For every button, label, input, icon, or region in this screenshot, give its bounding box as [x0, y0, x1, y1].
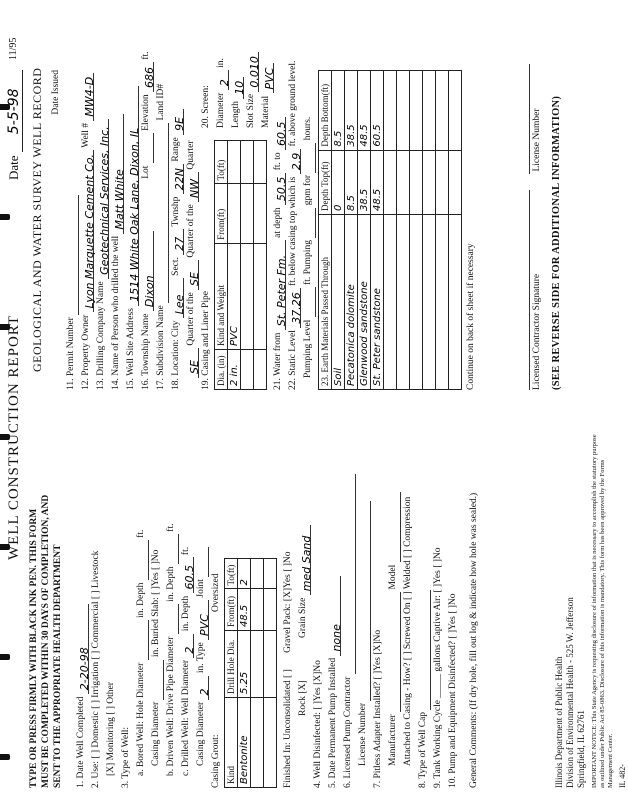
use-row-2[interactable]: [X] Monitoring [ ] Other	[106, 682, 116, 776]
section-title: GEOLOGICAL AND WATER SURVEY WELL RECORD	[30, 67, 44, 372]
table-cell[interactable]	[423, 215, 436, 390]
table-cell[interactable]	[410, 215, 423, 390]
permit-label: 11. Permit Number	[66, 317, 76, 390]
license-row	[356, 403, 371, 788]
table-cell[interactable]	[397, 150, 410, 214]
table-row	[358, 71, 371, 390]
pump-contractor-label: 6. Licensed Pump Contractor	[343, 676, 353, 788]
date-completed-field[interactable]: 2-20-98	[77, 604, 89, 694]
left-column	[28, 403, 628, 788]
water-from-row	[271, 10, 286, 390]
township-row	[139, 10, 154, 390]
pumping-gpm-field[interactable]	[304, 208, 316, 238]
screen-length-row	[229, 52, 244, 128]
screen-diameter-row	[214, 52, 229, 128]
table-cell[interactable]	[254, 243, 267, 349]
grain-size-field[interactable]: med Sand	[299, 525, 311, 595]
manufacturer-field[interactable]	[389, 592, 401, 712]
table-cell[interactable]	[436, 150, 449, 214]
table-cell[interactable]	[228, 184, 241, 243]
driller-row	[109, 10, 124, 390]
table-cell[interactable]	[251, 589, 264, 631]
right-column	[28, 10, 562, 390]
type-of-well-label: 3. Type of Well:	[121, 726, 131, 788]
table-cell[interactable]: 48.5	[238, 589, 251, 631]
log-col-bottom: Depth Bottom(ft)	[319, 71, 332, 151]
pumping-hours-field[interactable]	[304, 143, 316, 173]
driven-depth-label: in. Depth	[166, 566, 176, 602]
elevation-field[interactable]: 686	[142, 62, 154, 92]
table-cell[interactable]	[254, 141, 267, 185]
water-from-field[interactable]: St. Peter Fm.	[274, 240, 286, 330]
date-label: Date	[6, 155, 21, 180]
pump-disinfected-row[interactable]: 10. Pump and Equipment Disinfected? [ ]Yes [ ]No	[448, 593, 458, 788]
well-cap-field[interactable]	[419, 590, 431, 710]
punch-hole	[0, 754, 10, 760]
use-row[interactable]: 2. Use: [ ] Domestic [ ] Irrigation [ ] Commercial [ ] Livestock	[91, 550, 101, 788]
table-cell[interactable]	[251, 698, 264, 788]
date-completed-label: 1. Date Well Completed	[76, 696, 86, 788]
table-header-row	[225, 559, 238, 788]
casing-table	[214, 140, 267, 390]
table-row	[241, 141, 254, 390]
bored-casing-field[interactable]	[152, 660, 164, 700]
depth-from-field[interactable]: 50.5	[274, 173, 286, 206]
table-cell[interactable]: 2	[238, 559, 251, 589]
table-cell[interactable]	[449, 71, 462, 151]
table-cell[interactable]	[264, 589, 277, 631]
casing-col-from: From(ft)	[215, 184, 228, 243]
drilling-company-row	[94, 10, 109, 390]
table-cell[interactable]: 8.5	[332, 71, 345, 151]
joint-field[interactable]	[197, 547, 209, 577]
water-from-label: 21. Water from	[273, 332, 283, 390]
earth-materials-header	[319, 215, 332, 390]
page-title: WELL CONSTRUCTION REPORT	[6, 314, 22, 560]
rock-row	[296, 403, 311, 788]
table-cell[interactable]	[436, 215, 449, 390]
table-cell[interactable]: 2 in.	[228, 350, 241, 390]
table-row	[371, 71, 384, 390]
slot-size-label: Slot Size	[246, 93, 256, 128]
casing-diameter-label: Casing Diameter	[196, 701, 206, 766]
quarter-row	[184, 10, 199, 390]
quarter3-field[interactable]: NW	[187, 172, 199, 202]
table-cell[interactable]: 0	[332, 150, 345, 214]
location-label: 18. Location: City	[171, 320, 181, 390]
table-row	[410, 71, 423, 390]
permit-field[interactable]	[67, 195, 79, 315]
well-cap-row	[416, 403, 431, 788]
finished-row	[281, 403, 296, 788]
subdivision-row	[154, 10, 169, 390]
agency-line: Springfield, IL 62761	[576, 710, 586, 788]
table-cell[interactable]: 60.5	[371, 71, 384, 151]
punch-hole	[0, 654, 10, 660]
table-cell[interactable]: Pecatonica dolomite	[345, 215, 358, 390]
grout-header-row	[209, 403, 224, 788]
drilled-diameter-field[interactable]: 2	[182, 634, 194, 658]
diameter-label: Diameter	[216, 92, 226, 128]
finished-label[interactable]: Finished In: Unconsolidated [ ]	[283, 669, 293, 788]
table-cell[interactable]	[251, 559, 264, 589]
casing-type-label: in. Type	[196, 642, 206, 674]
drilled-well-row	[179, 403, 194, 788]
pitless-row[interactable]: 7. Pitless Adapter Installed? [ ]Yes [X]No	[373, 629, 383, 788]
signature-label: Licensed Contractor Signature	[532, 273, 542, 390]
quarter-of-label: Quarter of the	[186, 292, 196, 346]
drilled-well-label: c. Drilled Well: Well Diameter	[181, 659, 191, 776]
bored-diameter-field[interactable]	[137, 620, 149, 660]
grain-size-label: Grain Size	[298, 597, 308, 638]
ft-unit: ft.	[166, 523, 176, 532]
location-row	[169, 10, 184, 390]
pumping-row	[301, 10, 316, 390]
township-field[interactable]: Dixon	[142, 231, 154, 311]
table-cell[interactable]: 48.5	[371, 150, 384, 214]
site-address-label: 15. Well Site Address	[126, 308, 136, 390]
table-cell[interactable]	[397, 71, 410, 151]
grout-col-from: From(ft)	[225, 589, 238, 631]
table-cell[interactable]	[384, 71, 397, 151]
ft-to-label: ft. to	[273, 152, 283, 171]
well-cap-label: 8. Type of Well Cap	[418, 711, 428, 788]
drilled-depth-field[interactable]: 60.5	[182, 557, 194, 593]
license-number-field[interactable]	[359, 501, 371, 701]
driven-well-label: b. Driven Well: Drive Pipe Diameter	[166, 636, 176, 776]
static-level-field[interactable]: 37.26	[289, 288, 301, 328]
grout-col-dia: Drill Hole Dia.	[225, 631, 238, 698]
owner-row	[79, 10, 94, 390]
pump-contractor-field[interactable]	[344, 474, 356, 674]
table-cell[interactable]: 8.5	[345, 150, 358, 214]
table-row	[251, 559, 264, 788]
city-field[interactable]: Lee	[172, 278, 184, 318]
ft-unit: ft.	[181, 546, 191, 556]
table-cell[interactable]: 5.25	[238, 631, 251, 698]
pump-contractor-row	[341, 403, 356, 788]
quarter-label: Quarter	[186, 140, 196, 170]
signature-labels	[530, 10, 545, 390]
table-cell[interactable]: 38.5	[345, 71, 358, 151]
general-comments[interactable]: General Comments: (If dry hole, fill out log & indicate how hole was sealed.)	[469, 492, 479, 788]
driven-well-row	[164, 403, 179, 788]
hours-label: hours.	[303, 116, 313, 141]
continue-note: Continue on back of sheet if necessary	[466, 243, 476, 390]
permit-row	[64, 10, 79, 390]
earth-materials-label: 23. Earth Materials Passed Through	[320, 256, 330, 386]
slot-size-row	[244, 52, 259, 128]
gravel-pack-label[interactable]: Gravel Pack: [X]Yes [ ]No	[283, 551, 293, 653]
grout-col-kind: Kind	[225, 698, 238, 788]
table-cell[interactable]	[241, 141, 254, 185]
table-cell[interactable]	[410, 71, 423, 151]
agency-line: Illinois Department of Public Health	[554, 656, 564, 788]
table-row	[228, 141, 241, 390]
table-cell[interactable]	[449, 150, 462, 214]
table-cell[interactable]	[264, 631, 277, 698]
grout-table	[224, 558, 277, 788]
above-ground-label: ft. above ground level.	[288, 60, 298, 147]
pumping-label: ft. Pumping	[303, 240, 313, 285]
site-address-row	[124, 10, 139, 390]
table-cell[interactable]	[423, 150, 436, 214]
revision-number: 11/95	[8, 37, 19, 60]
screen-length-field[interactable]: 10	[232, 77, 244, 99]
at-depth-label: at depth	[273, 207, 283, 238]
owner-field[interactable]: Lyon Marquette Cement Co.	[82, 150, 94, 312]
important-notice: IMPORTANT NOTICE: This State Agency is requesting disclosure of information that is necessary to accomplish the statutory purpose as outlined under Public Act 85-0863. Disclosure of this information is mandatory. This form has been approved by the Forms Management Center.	[591, 434, 614, 788]
earth-materials-table	[318, 70, 462, 390]
casing-col-kind: Kind and Weight	[215, 243, 228, 349]
table-row	[449, 71, 462, 390]
date-completed-row	[74, 403, 89, 788]
model-label: Model	[388, 564, 398, 590]
casing-col-to: To(ft)	[215, 141, 228, 185]
driller-label: 14. Name of Person who drilled the well	[111, 235, 121, 390]
casing-col-dia: Dia. (in)	[215, 350, 228, 390]
casing-diameter-field[interactable]: 2	[197, 676, 209, 700]
in-unit: in.	[216, 58, 226, 68]
static-unit-label: ft. below casing top which is	[288, 176, 298, 286]
quarter2-field[interactable]: SE	[187, 260, 199, 290]
driller-field[interactable]: Matt White	[112, 114, 124, 234]
drilled-depth-label: in. Depth	[181, 595, 191, 632]
table-cell[interactable]	[436, 71, 449, 151]
casing-type-field[interactable]: PVC	[197, 600, 209, 640]
static-level-label: 22. Static Level	[288, 330, 298, 390]
table-row	[332, 71, 345, 390]
land-id-label: Land ID#	[156, 83, 166, 121]
material-label: Material	[261, 95, 271, 128]
instructions: TYPE OR PRESS FIRMLY WITH BLACK INK PEN. THIS FORM MUST BE COMPLETED WITHIN 30 DAYS OF COMPLETION, AND SENT TO THE APPROPRIATE HEALTH DEPARTMENT	[29, 494, 63, 788]
casing-pipe-label: 19. Casing and Liner Pipe	[201, 291, 211, 390]
table-row	[345, 71, 358, 390]
twnshp-field[interactable]: 22N	[172, 164, 184, 194]
model-field[interactable]	[389, 492, 401, 562]
elevation-label: Elevation	[141, 94, 151, 131]
range-label: Range	[171, 137, 181, 162]
signature-row	[515, 10, 530, 390]
owner-label: 12. Property Owner	[81, 314, 91, 390]
above-ground-field[interactable]: 2.9	[289, 149, 301, 175]
table-cell[interactable]	[384, 150, 397, 214]
table-cell[interactable]	[251, 631, 264, 698]
bored-casing-label: Casing Diameter	[151, 701, 161, 766]
table-cell[interactable]	[423, 71, 436, 151]
date-line	[6, 70, 22, 180]
table-cell[interactable]: Glenwood sandstone	[358, 215, 371, 390]
tank-cycle-row[interactable]: 9. Tank Working Cycle _____ gallons Captive Air: [ ]Yes [ ]No	[433, 547, 443, 788]
table-row	[436, 71, 449, 390]
table-cell[interactable]: 38.5	[358, 150, 371, 214]
table-cell[interactable]: Bentonite	[238, 698, 251, 788]
table-row	[397, 71, 410, 390]
grout-label: Casing Grout:	[211, 734, 221, 788]
grout-oversized-label: Oversized	[211, 573, 221, 613]
table-row	[264, 559, 277, 788]
length-label: Length	[231, 101, 241, 128]
bored-well-row	[134, 403, 149, 788]
casing-screen-block	[199, 10, 276, 390]
lot-field[interactable]	[142, 133, 154, 163]
table-cell[interactable]	[449, 215, 462, 390]
gpm-label: gpm for	[303, 174, 313, 206]
log-col-top: Depth Top(ft)	[319, 150, 332, 214]
table-cell[interactable]: St. Peter sandstone	[371, 215, 384, 390]
table-row	[238, 559, 251, 788]
table-cell[interactable]	[254, 184, 267, 243]
table-cell[interactable]	[264, 559, 277, 589]
table-cell[interactable]	[254, 350, 267, 390]
quarter-of-label: Quarter of the	[186, 204, 196, 258]
material-field[interactable]: PVC	[262, 63, 274, 93]
ft-unit: ft.	[141, 51, 151, 60]
table-row	[384, 71, 397, 390]
pump-installed-row	[326, 403, 341, 788]
table-cell[interactable]	[241, 184, 254, 243]
date-field[interactable]: 5-5-98	[6, 70, 23, 152]
screen-label: 20. Screen:	[201, 85, 211, 128]
table-cell[interactable]	[264, 698, 277, 788]
reverse-side-note: (SEE REVERSE SIDE FOR ADDITIONAL INFORMATION)	[551, 95, 562, 390]
table-header-row	[215, 141, 228, 390]
table-cell[interactable]	[384, 215, 397, 390]
quarter1-field[interactable]: SE	[187, 348, 199, 378]
table-cell[interactable]: PVC	[228, 243, 241, 349]
screen-block	[199, 52, 274, 128]
license-field[interactable]	[518, 64, 530, 174]
signature-field[interactable]	[518, 190, 530, 390]
grout-col-to: To(ft)	[225, 559, 238, 589]
pump-installed-label: 5. Date Permanent Pump Installed	[328, 657, 338, 788]
date-issued: Date Issued	[51, 70, 61, 115]
slot-size-field[interactable]: 0.010	[247, 52, 259, 92]
rock-label[interactable]: Rock [X]	[298, 680, 308, 716]
agency-block	[554, 403, 628, 788]
subdivision-label: 17. Subdivision Name	[156, 305, 166, 390]
sect-field[interactable]: 27	[172, 229, 184, 255]
well-no-field[interactable]: MW4-D	[82, 73, 94, 121]
joint-label: Joint	[196, 579, 206, 598]
driven-depth-field[interactable]	[167, 534, 179, 564]
township-label: 16. Township Name	[141, 313, 151, 390]
bored-well-label: a. Bored Well: Hole Diameter	[136, 662, 146, 776]
driven-diameter-field[interactable]	[167, 604, 179, 634]
pump-installed-field[interactable]: none	[329, 576, 341, 656]
license-number-label: License Number	[358, 702, 368, 766]
table-cell[interactable]	[241, 243, 254, 349]
screen-diameter-field[interactable]: 2	[217, 70, 229, 90]
static-level-row	[286, 10, 301, 390]
attached-row[interactable]: Attached to Casing - How? [ ] Screwed On [ ] Welded [ ] Compression	[403, 496, 413, 766]
table-cell[interactable]	[397, 215, 410, 390]
table-row	[254, 141, 267, 390]
sect-label: Sect.	[171, 257, 181, 276]
range-field[interactable]: 9E	[172, 109, 184, 135]
table-row	[423, 71, 436, 390]
twnshp-label: Twnshp	[171, 196, 181, 227]
license-label: License Number	[532, 108, 542, 172]
punch-hole	[0, 214, 10, 220]
lot-label: Lot	[141, 165, 151, 179]
bored-casing-row	[149, 403, 164, 788]
ft-unit: ft.	[136, 529, 146, 538]
disinfected-row[interactable]: 4. Well Disinfected: [ ]Yes [X]No	[313, 660, 323, 788]
table-cell[interactable]: Soil	[332, 215, 345, 390]
buried-slab-label: in. Buried Slab: [ ]Yes [ ]No	[151, 549, 161, 658]
drilling-company-label: 13. Drilling Company Name	[96, 281, 106, 390]
pumping-level-label: Pumping Level	[303, 319, 313, 378]
table-cell[interactable]: 48.5	[358, 71, 371, 151]
drilling-company-field[interactable]: Geotechnical Services, Inc.	[97, 119, 109, 279]
manufacturer-row	[386, 403, 401, 788]
casing-row	[194, 403, 209, 788]
depth-to-field[interactable]: 60.5	[274, 117, 286, 150]
pumping-level-field[interactable]	[304, 287, 316, 317]
manufacturer-label: Manufacturer	[388, 714, 398, 766]
bored-depth-field[interactable]	[137, 540, 149, 580]
agency-line: Division of Environmental Health - 525 W. Jefferson	[565, 597, 575, 788]
table-cell[interactable]	[228, 141, 241, 185]
table-cell[interactable]	[410, 150, 423, 214]
table-header-row	[319, 71, 332, 390]
table-cell[interactable]	[241, 350, 254, 390]
well-no-label: Well #	[81, 122, 91, 148]
site-address-field[interactable]: 1514 White Oak Lane, Dixon, IL	[127, 86, 139, 306]
bored-depth-label: in. Depth	[136, 582, 146, 618]
form-id: IL 482-	[618, 764, 627, 788]
subdivision-field[interactable]	[157, 123, 169, 303]
